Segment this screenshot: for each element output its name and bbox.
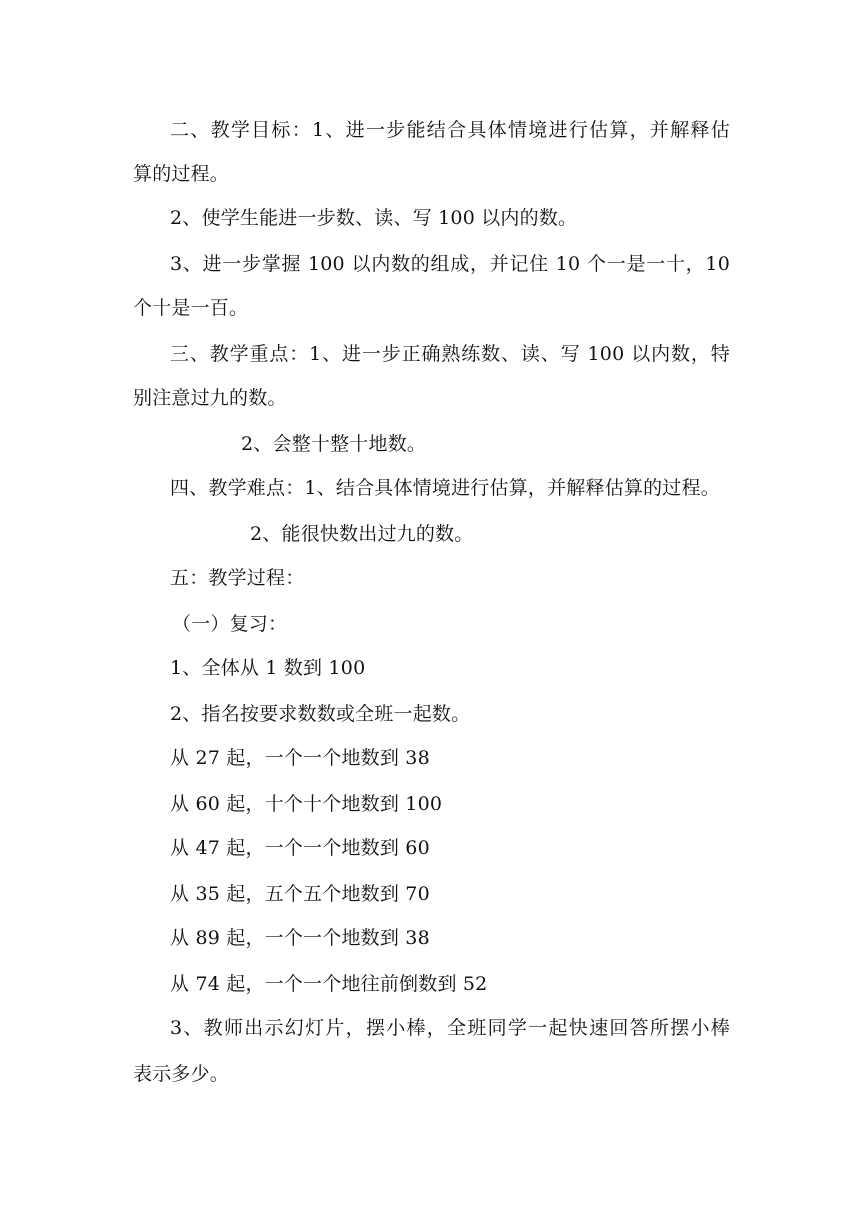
- section-heading: 五：教学过程：: [170, 567, 305, 589]
- paragraph-line: 1、全体从 1 数到 100: [170, 657, 366, 679]
- list-item: 从 74 起，一个一个地往前倒数到 52: [170, 973, 488, 995]
- paragraph-line: 2、能很快数出过九的数。: [250, 523, 474, 545]
- paragraph-line: 2、使学生能进一步数、读、写 100 以内的数。: [170, 207, 578, 229]
- paragraph-line: 三、教学重点：1、进一步正确熟练数、读、写 100 以内数，特: [170, 343, 730, 365]
- list-item: 从 47 起，一个一个地数到 60: [170, 837, 430, 859]
- paragraph-line: 四、教学难点：1、结合具体情境进行估算，并解释估算的过程。: [170, 477, 720, 499]
- paragraph-line: 二、教学目标：1、进一步能结合具体情境进行估算，并解释估: [170, 119, 730, 141]
- subsection-heading: （一）复习：: [172, 613, 288, 635]
- paragraph-line: 3、教师出示幻灯片，摆小棒，全班同学一起快速回答所摆小棒: [170, 1017, 730, 1039]
- paragraph-line: 2、会整十整十地数。: [241, 433, 427, 455]
- list-item: 从 27 起，一个一个地数到 38: [170, 747, 430, 769]
- list-item: 从 89 起，一个一个地数到 38: [170, 927, 430, 949]
- list-item: 从 35 起，五个五个地数到 70: [170, 883, 430, 905]
- paragraph-line: 个十是一百。: [133, 297, 249, 319]
- paragraph-line: 表示多少。: [133, 1063, 230, 1085]
- list-item: 从 60 起，十个十个地数到 100: [170, 793, 443, 815]
- paragraph-line: 算的过程。: [133, 163, 230, 185]
- paragraph-line: 2、指名按要求数数或全班一起数。: [170, 703, 471, 725]
- paragraph-line: 3、进一步掌握 100 以内数的组成，并记住 10 个一是一十，10: [170, 253, 730, 275]
- paragraph-line: 别注意过九的数。: [133, 387, 287, 409]
